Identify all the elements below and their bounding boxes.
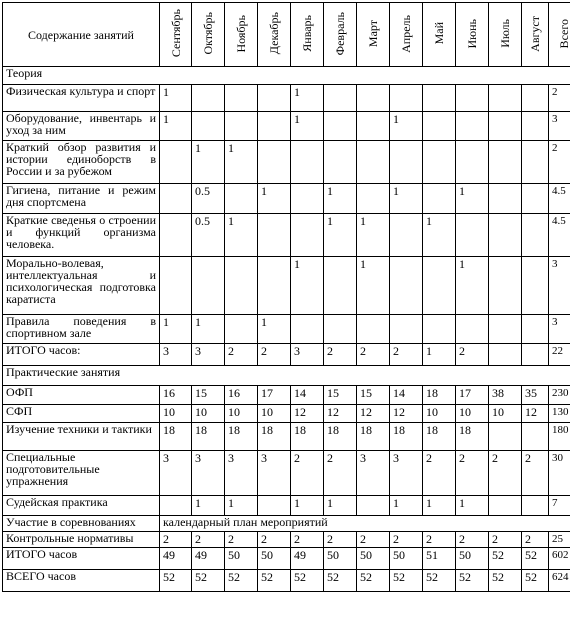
row-total: 7 xyxy=(549,496,570,516)
month-cell: 2 xyxy=(423,451,456,496)
month-cell xyxy=(258,257,291,315)
practice-row xyxy=(3,451,570,496)
header-month: Июль xyxy=(489,3,522,67)
month-cell: 15 xyxy=(192,386,225,405)
month-cell xyxy=(489,141,522,184)
month-cell xyxy=(423,85,456,112)
row-label: Физическая культура и спорт xyxy=(3,85,160,112)
month-cell xyxy=(522,214,549,257)
row-label: ИТОГО часов: xyxy=(3,344,160,366)
month-cell: 50 xyxy=(258,548,291,570)
month-cell xyxy=(160,496,192,516)
month-cell: 10 xyxy=(192,405,225,423)
month-cell: 2 xyxy=(423,532,456,548)
month-cell xyxy=(390,257,423,315)
row-label: ИТОГО часов xyxy=(3,548,160,570)
month-cell xyxy=(522,85,549,112)
theory-row xyxy=(3,184,570,214)
month-cell xyxy=(522,423,549,451)
month-cell: 2 xyxy=(324,532,357,548)
month-cell: 52 xyxy=(225,570,258,592)
month-cell xyxy=(522,496,549,516)
month-cell: 1 xyxy=(160,112,192,141)
month-cell: 2 xyxy=(225,344,258,366)
practice-row xyxy=(3,496,570,516)
month-cell xyxy=(324,315,357,344)
month-cell: 52 xyxy=(456,570,489,592)
month-cell: 14 xyxy=(390,386,423,405)
month-cell xyxy=(423,315,456,344)
row-total: 624 xyxy=(549,570,570,592)
month-cell xyxy=(225,85,258,112)
practice-total-row xyxy=(3,548,570,570)
month-cell: 2 xyxy=(522,532,549,548)
month-cell: 52 xyxy=(522,548,549,570)
theory-total-row xyxy=(3,344,570,366)
month-cell: 2 xyxy=(456,451,489,496)
month-cell xyxy=(291,141,324,184)
row-total: 2 xyxy=(549,85,570,112)
month-cell xyxy=(324,141,357,184)
month-cell: 1 xyxy=(258,315,291,344)
month-cell: 2 xyxy=(291,451,324,496)
month-cell xyxy=(192,112,225,141)
month-cell: 2 xyxy=(456,532,489,548)
month-cell: 2 xyxy=(390,532,423,548)
month-cell: 49 xyxy=(291,548,324,570)
section-title: Теория xyxy=(3,67,570,85)
month-cell: 1 xyxy=(390,112,423,141)
section-row xyxy=(3,67,570,85)
month-cell xyxy=(192,85,225,112)
month-cell: 52 xyxy=(489,548,522,570)
month-cell: 3 xyxy=(357,451,390,496)
month-cell: 2 xyxy=(522,451,549,496)
row-total: 25 xyxy=(549,532,570,548)
month-cell: 1 xyxy=(192,141,225,184)
row-total: 30 xyxy=(549,451,570,496)
month-cell: 18 xyxy=(423,423,456,451)
month-cell: 52 xyxy=(192,570,225,592)
month-cell: 17 xyxy=(258,386,291,405)
month-cell xyxy=(258,141,291,184)
month-cell xyxy=(390,214,423,257)
practice-row xyxy=(3,386,570,405)
row-total: 602 xyxy=(549,548,570,570)
month-cell: 12 xyxy=(291,405,324,423)
month-cell: 3 xyxy=(160,344,192,366)
row-label: Изучение техники и тактики xyxy=(3,423,160,451)
header-row xyxy=(3,3,570,67)
month-cell: 3 xyxy=(192,451,225,496)
practice-row xyxy=(3,423,570,451)
row-label: Краткий обзор развития и истории единоборств в России и за рубежом xyxy=(3,141,160,184)
month-cell xyxy=(357,496,390,516)
month-cell: 15 xyxy=(357,386,390,405)
row-label: Гигиена, питание и режим дня спортсмена xyxy=(3,184,160,214)
month-cell: 14 xyxy=(291,386,324,405)
theory-row xyxy=(3,214,570,257)
month-cell xyxy=(357,184,390,214)
row-label: Краткие сведенья о строении и функций организма человека. xyxy=(3,214,160,257)
row-label: Участие в соревнованиях xyxy=(3,516,160,532)
month-cell: 2 xyxy=(160,532,192,548)
row-total: 3 xyxy=(549,315,570,344)
month-cell: 10 xyxy=(258,405,291,423)
month-cell: 1 xyxy=(423,496,456,516)
month-cell: 3 xyxy=(225,451,258,496)
month-cell xyxy=(489,344,522,366)
month-cell: 2 xyxy=(258,532,291,548)
month-cell: 1 xyxy=(423,344,456,366)
month-cell: 2 xyxy=(291,532,324,548)
month-cell: 2 xyxy=(225,532,258,548)
control-row xyxy=(3,532,570,548)
month-cell: 18 xyxy=(423,386,456,405)
month-cell: 2 xyxy=(258,344,291,366)
section-title: Практические занятия xyxy=(3,366,570,386)
month-cell: 16 xyxy=(160,386,192,405)
month-cell xyxy=(489,315,522,344)
month-cell: 18 xyxy=(291,423,324,451)
row-label: ОФП xyxy=(3,386,160,405)
month-cell: 1 xyxy=(291,257,324,315)
month-cell: 52 xyxy=(489,570,522,592)
month-cell: 52 xyxy=(357,570,390,592)
month-cell xyxy=(489,85,522,112)
header-month: Октябрь xyxy=(192,3,225,67)
header-month: Февраль xyxy=(324,3,357,67)
month-cell: 18 xyxy=(456,423,489,451)
month-cell: 1 xyxy=(192,315,225,344)
header-month: Ноябрь xyxy=(225,3,258,67)
month-cell: 1 xyxy=(225,141,258,184)
month-cell: 12 xyxy=(522,405,549,423)
month-cell: 50 xyxy=(357,548,390,570)
month-cell xyxy=(489,184,522,214)
month-cell xyxy=(324,257,357,315)
row-label: СФП xyxy=(3,405,160,423)
month-cell xyxy=(160,214,192,257)
month-cell xyxy=(456,315,489,344)
month-cell xyxy=(489,423,522,451)
month-cell xyxy=(357,112,390,141)
month-cell: 0.5 xyxy=(192,214,225,257)
month-cell: 18 xyxy=(357,423,390,451)
month-cell: 18 xyxy=(390,423,423,451)
month-cell xyxy=(225,257,258,315)
competitions-note: календарный план мероприятий xyxy=(160,516,570,532)
month-cell xyxy=(522,141,549,184)
row-total: 3 xyxy=(549,257,570,315)
month-cell xyxy=(390,315,423,344)
month-cell: 1 xyxy=(324,184,357,214)
month-cell xyxy=(192,257,225,315)
header-title: Содержание занятий xyxy=(3,3,160,67)
month-cell: 12 xyxy=(357,405,390,423)
month-cell xyxy=(390,141,423,184)
month-cell: 2 xyxy=(489,451,522,496)
row-label: Судейская практика xyxy=(3,496,160,516)
theory-row xyxy=(3,315,570,344)
row-total: 3 xyxy=(549,112,570,141)
month-cell: 2 xyxy=(192,532,225,548)
month-cell: 52 xyxy=(423,570,456,592)
month-cell: 52 xyxy=(522,570,549,592)
month-cell: 1 xyxy=(160,85,192,112)
month-cell: 10 xyxy=(489,405,522,423)
theory-row xyxy=(3,257,570,315)
month-cell xyxy=(423,112,456,141)
theory-row xyxy=(3,141,570,184)
competitions-row xyxy=(3,516,570,532)
month-cell xyxy=(489,112,522,141)
month-cell xyxy=(522,344,549,366)
row-label: Морально-волевая, интеллектуальная и психологическая подготовка каратиста xyxy=(3,257,160,315)
month-cell xyxy=(357,85,390,112)
month-cell xyxy=(324,112,357,141)
header-month: Декабрь xyxy=(258,3,291,67)
month-cell xyxy=(291,315,324,344)
month-cell: 38 xyxy=(489,386,522,405)
month-cell: 18 xyxy=(258,423,291,451)
month-cell: 1 xyxy=(291,112,324,141)
row-total: 22 xyxy=(549,344,570,366)
month-cell: 1 xyxy=(192,496,225,516)
month-cell xyxy=(423,141,456,184)
month-cell: 12 xyxy=(390,405,423,423)
month-cell xyxy=(324,85,357,112)
month-cell: 3 xyxy=(390,451,423,496)
month-cell xyxy=(225,112,258,141)
header-month: Март xyxy=(357,3,390,67)
month-cell: 18 xyxy=(192,423,225,451)
month-cell xyxy=(522,112,549,141)
month-cell xyxy=(489,496,522,516)
row-total: 230 xyxy=(549,386,570,405)
month-cell: 2 xyxy=(324,451,357,496)
month-cell xyxy=(225,315,258,344)
month-cell: 50 xyxy=(390,548,423,570)
month-cell: 3 xyxy=(258,451,291,496)
month-cell xyxy=(357,315,390,344)
month-cell: 52 xyxy=(390,570,423,592)
header-month: Январь xyxy=(291,3,324,67)
month-cell: 2 xyxy=(456,344,489,366)
row-total: 4.5 xyxy=(549,184,570,214)
month-cell xyxy=(390,85,423,112)
month-cell: 12 xyxy=(324,405,357,423)
month-cell xyxy=(160,184,192,214)
month-cell: 49 xyxy=(160,548,192,570)
month-cell: 52 xyxy=(324,570,357,592)
month-cell xyxy=(423,257,456,315)
month-cell xyxy=(456,141,489,184)
theory-row xyxy=(3,85,570,112)
month-cell: 10 xyxy=(456,405,489,423)
month-cell: 1 xyxy=(225,496,258,516)
month-cell xyxy=(225,184,258,214)
month-cell xyxy=(522,184,549,214)
row-total: 130 xyxy=(549,405,570,423)
row-label: ВСЕГО часов xyxy=(3,570,160,592)
month-cell: 2 xyxy=(489,532,522,548)
month-cell: 52 xyxy=(160,570,192,592)
month-cell: 18 xyxy=(225,423,258,451)
month-cell: 52 xyxy=(291,570,324,592)
section-row xyxy=(3,366,570,386)
grand-total-row xyxy=(3,570,570,592)
month-cell: 0.5 xyxy=(192,184,225,214)
month-cell xyxy=(291,214,324,257)
month-cell: 18 xyxy=(324,423,357,451)
month-cell: 1 xyxy=(456,257,489,315)
month-cell xyxy=(258,85,291,112)
month-cell xyxy=(456,112,489,141)
month-cell xyxy=(489,257,522,315)
month-cell xyxy=(522,315,549,344)
month-cell xyxy=(423,184,456,214)
month-cell: 10 xyxy=(423,405,456,423)
month-cell: 17 xyxy=(456,386,489,405)
month-cell: 1 xyxy=(225,214,258,257)
month-cell xyxy=(357,141,390,184)
row-total: 4.5 xyxy=(549,214,570,257)
header-month: Апрель xyxy=(390,3,423,67)
row-label: Контрольные нормативы xyxy=(3,532,160,548)
month-cell: 3 xyxy=(291,344,324,366)
month-cell: 2 xyxy=(390,344,423,366)
month-cell: 15 xyxy=(324,386,357,405)
row-total: 2 xyxy=(549,141,570,184)
month-cell: 3 xyxy=(192,344,225,366)
month-cell: 2 xyxy=(324,344,357,366)
practice-row xyxy=(3,405,570,423)
month-cell: 1 xyxy=(160,315,192,344)
header-total: Всего xyxy=(549,3,570,67)
month-cell: 50 xyxy=(225,548,258,570)
month-cell xyxy=(258,496,291,516)
month-cell: 1 xyxy=(324,496,357,516)
month-cell: 1 xyxy=(423,214,456,257)
month-cell: 1 xyxy=(357,214,390,257)
month-cell xyxy=(258,214,291,257)
month-cell: 1 xyxy=(258,184,291,214)
month-cell: 10 xyxy=(225,405,258,423)
month-cell xyxy=(456,85,489,112)
month-cell: 50 xyxy=(324,548,357,570)
month-cell xyxy=(489,214,522,257)
month-cell: 49 xyxy=(192,548,225,570)
month-cell: 52 xyxy=(258,570,291,592)
month-cell: 1 xyxy=(456,184,489,214)
row-label: Специальные подготовительные упражнения xyxy=(3,451,160,496)
theory-row xyxy=(3,112,570,141)
month-cell xyxy=(456,214,489,257)
month-cell xyxy=(258,112,291,141)
month-cell: 1 xyxy=(324,214,357,257)
month-cell xyxy=(291,184,324,214)
month-cell: 1 xyxy=(390,496,423,516)
month-cell: 1 xyxy=(291,85,324,112)
month-cell: 1 xyxy=(390,184,423,214)
month-cell: 51 xyxy=(423,548,456,570)
month-cell: 18 xyxy=(160,423,192,451)
month-cell: 1 xyxy=(291,496,324,516)
header-month: Май xyxy=(423,3,456,67)
row-label: Оборудование, инвентарь и уход за ним xyxy=(3,112,160,141)
header-month: Сентябрь xyxy=(160,3,192,67)
month-cell: 50 xyxy=(456,548,489,570)
month-cell: 1 xyxy=(357,257,390,315)
month-cell: 16 xyxy=(225,386,258,405)
training-plan-table xyxy=(2,2,570,592)
header-month: Август xyxy=(522,3,549,67)
header-month: Июнь xyxy=(456,3,489,67)
month-cell: 10 xyxy=(160,405,192,423)
month-cell: 3 xyxy=(160,451,192,496)
month-cell xyxy=(160,141,192,184)
month-cell: 35 xyxy=(522,386,549,405)
row-total: 180 xyxy=(549,423,570,451)
month-cell: 2 xyxy=(357,344,390,366)
row-label: Правила поведения в спортивном зале xyxy=(3,315,160,344)
month-cell: 1 xyxy=(456,496,489,516)
month-cell xyxy=(522,257,549,315)
month-cell xyxy=(160,257,192,315)
month-cell: 2 xyxy=(357,532,390,548)
